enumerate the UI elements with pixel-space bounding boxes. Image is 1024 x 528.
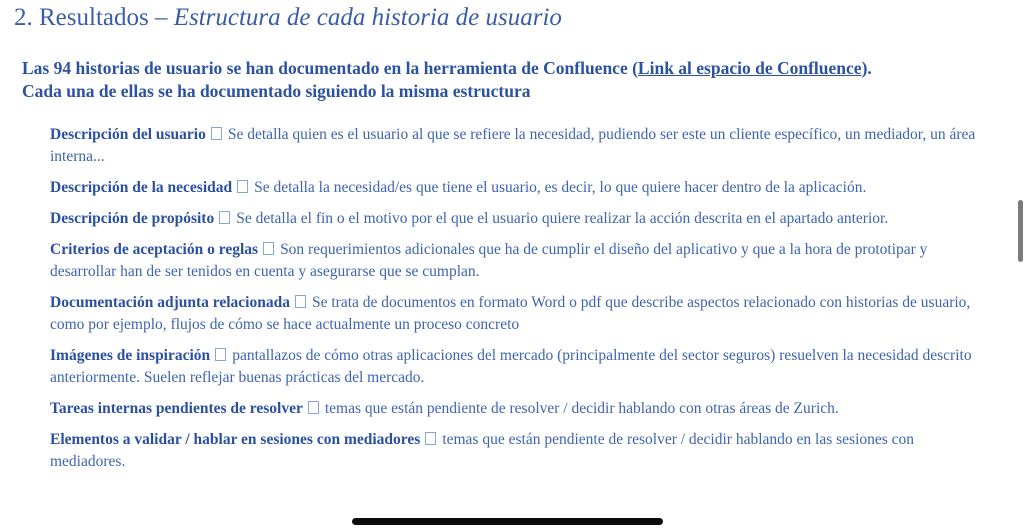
missing-glyph-box-icon [295, 295, 306, 308]
structure-item-label: Documentación adjunta relacionada [50, 294, 290, 311]
page-title-emphasis: Estructura de cada historia de usuario [173, 4, 562, 31]
structure-item [50, 345, 986, 389]
structure-item [50, 239, 986, 283]
home-indicator-bar[interactable] [352, 518, 663, 525]
structure-item-text: temas que están pendiente de resolver / decidir hablando en las sesiones con mediadores. [50, 431, 915, 470]
missing-glyph-box-icon [263, 242, 274, 255]
structure-item-label: Imágenes de inspiración [50, 347, 211, 364]
structure-item-label: Elementos a validar / hablar en sesiones con mediadores [50, 431, 421, 448]
missing-glyph-box-icon [219, 211, 230, 224]
structure-item-text: Se detalla la necesidad/es que tiene el usuario, es decir, lo que quiere hacer dentro de la aplicación. [254, 179, 867, 196]
intro-paragraph [22, 57, 1014, 103]
structure-item [50, 177, 986, 199]
structure-item-label: Descripción de propósito [50, 210, 215, 227]
structure-item-text: Son requerimientos adicionales que ha de cumplir el diseño del aplicativo y que a la hora de prototipar y desarrollar han de ser tenidos en cuenta y asegurarse que se cumplan. [50, 241, 928, 280]
vertical-scrollbar-thumb[interactable] [1018, 200, 1023, 262]
structure-item-text: Se detalla el fin o el motivo por el que el usuario quiere realizar la acción descrita en el apartado anterior. [236, 210, 889, 227]
intro-text-after-link: ). [861, 58, 872, 78]
missing-glyph-box-icon [237, 180, 248, 193]
page-title [14, 4, 562, 32]
structure-item-text: Se detalla quien es el usuario al que se refiere la necesidad, pudiendo ser este un cliente específico, un mediador, un área interna... [50, 126, 976, 165]
page-title-prefix: 2. Resultados – [14, 4, 174, 31]
structure-item [50, 429, 986, 473]
missing-glyph-box-icon [308, 401, 319, 414]
structure-item [50, 124, 986, 168]
structure-item [50, 292, 986, 336]
missing-glyph-box-icon [211, 127, 222, 140]
structure-item-label: Descripción del usuario [50, 126, 206, 143]
intro-line-2: Cada una de ellas se ha documentado siguiendo la misma estructura [22, 81, 531, 101]
structure-item-text: temas que están pendiente de resolver / decidir hablando con otras áreas de Zurich. [324, 400, 839, 417]
story-structure-list [50, 124, 986, 482]
structure-item-label: Tareas internas pendientes de resolver [50, 400, 303, 417]
missing-glyph-box-icon [425, 432, 436, 445]
intro-line-1 [22, 57, 1014, 80]
structure-item-text: pantallazos de cómo otras aplicaciones del mercado (principalmente del sector seguros) resuelven la necesidad descrito anteriormente. Suelen reflejar buenas prácticas del mercado. [50, 347, 972, 386]
structure-item-label: Criterios de aceptación o reglas [50, 241, 259, 258]
missing-glyph-box-icon [215, 348, 226, 361]
structure-item-label: Descripción de la necesidad [50, 179, 233, 196]
structure-item [50, 398, 986, 420]
confluence-link[interactable]: Link al espacio de Confluence [637, 58, 862, 78]
structure-item [50, 208, 986, 230]
intro-text-before-link: Las 94 historias de usuario se han documentado en la herramienta de Confluence ( [22, 58, 638, 78]
structure-item-text: Se trata de documentos en formato Word o pdf que describe aspectos relacionado con historias de usuario, como por ejemplo, flujos de cómo se hace actualmente un proceso concreto [50, 294, 971, 333]
